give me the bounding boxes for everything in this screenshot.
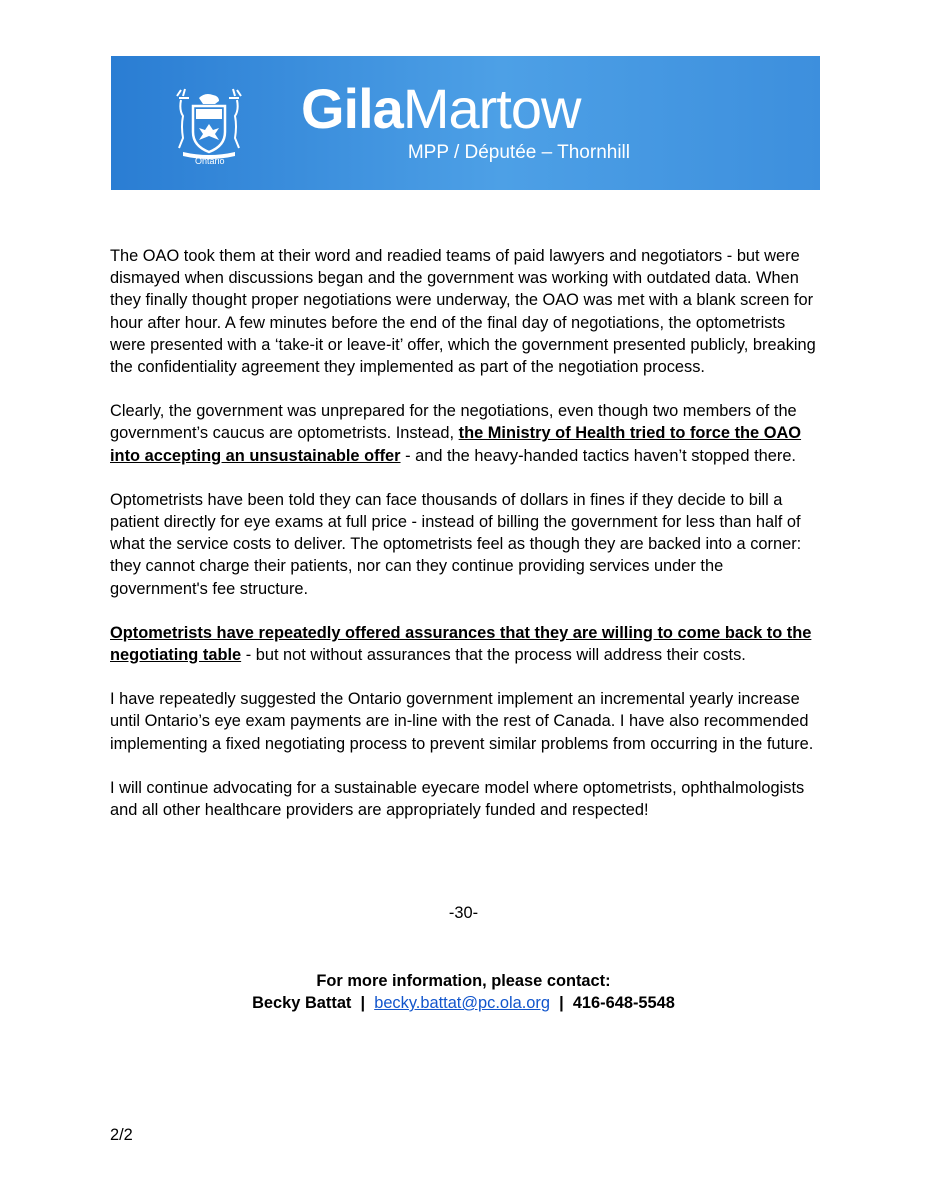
ontario-coat-of-arms-icon bbox=[169, 86, 249, 166]
end-marker: -30- bbox=[448, 904, 479, 922]
paragraph-2-emphasis: the Ministry of Health tried to force the OAO into accepting an unsustainable offer bbox=[110, 424, 802, 465]
mpp-name-wordmark bbox=[301, 78, 580, 140]
paragraph-5: I have repeatedly suggested the Ontario government implement an incremental yearly increase until Ontario’s eye exam payments are in-line with the rest of Canada. I have also recommended implementing a fixed negotiating process to prevent similar problems from occurring in the future. bbox=[110, 690, 814, 753]
riding-subtitle: MPP / Députée – Thornhill bbox=[407, 142, 630, 163]
paragraph-4-text: - but not without assurances that the process will address their costs. bbox=[241, 646, 746, 665]
paragraph-2-text-a: Clearly, the government was unprepared for the negotiations, even though two members of the government’s caucus are optometrists. Instead, bbox=[110, 402, 797, 443]
name-last: Martow bbox=[402, 77, 581, 140]
paragraph-2-text-b: - and the heavy-handed tactics haven’t stopped there. bbox=[400, 446, 796, 465]
header-banner bbox=[111, 56, 820, 190]
coat-of-arms-label: Ontario bbox=[195, 156, 225, 166]
separator: | bbox=[360, 994, 366, 1012]
name-first: Gila bbox=[301, 77, 403, 140]
press-release-body bbox=[110, 245, 822, 843]
paragraph-4 bbox=[110, 622, 822, 666]
contact-name: Becky Battat bbox=[252, 994, 352, 1012]
paragraph-1: The OAO took them at their word and readied teams of paid lawyers and negotiators - but were dismayed when discussions began and the government was working with outdated data. When they finally thought proper negotiations were underway, the OAO was met with a blank screen for hour after hour. A few minutes before the end of the final day of negotiations, the optometrists were presented with a ‘take-it or leave-it’ offer, which the government presented publicly, breaking the confidentiality agreement they implemented as part of the negotiation process. bbox=[110, 247, 816, 377]
contact-heading: For more information, please contact: bbox=[316, 972, 611, 990]
page-number: 2/2 bbox=[110, 1126, 133, 1144]
paragraph-2 bbox=[110, 400, 822, 467]
paragraph-4-emphasis: Optometrists have repeatedly offered assurances that they are willing to come back to the negotiating table bbox=[110, 623, 812, 665]
separator: | bbox=[559, 994, 564, 1012]
contact-phone: 416-648-5548 bbox=[572, 994, 675, 1012]
contact-block bbox=[0, 970, 927, 1014]
contact-line bbox=[0, 992, 927, 1014]
contact-email-link[interactable]: becky.battat@pc.ola.org bbox=[374, 994, 550, 1012]
paragraph-6: I will continue advocating for a sustainable eyecare model where optometrists, ophthalmologists and all other healthcare providers are appropriately funded and respected! bbox=[110, 778, 805, 820]
paragraph-3: Optometrists have been told they can face thousands of dollars in fines if they decide to bill a patient directly for eye exams at full price - instead of billing the government for less than half of what the service costs to deliver. The optometrists feel as though they are backed into a corner: they cannot charge their patients, nor can they continue providing services under the government's fee structure. bbox=[110, 490, 802, 598]
